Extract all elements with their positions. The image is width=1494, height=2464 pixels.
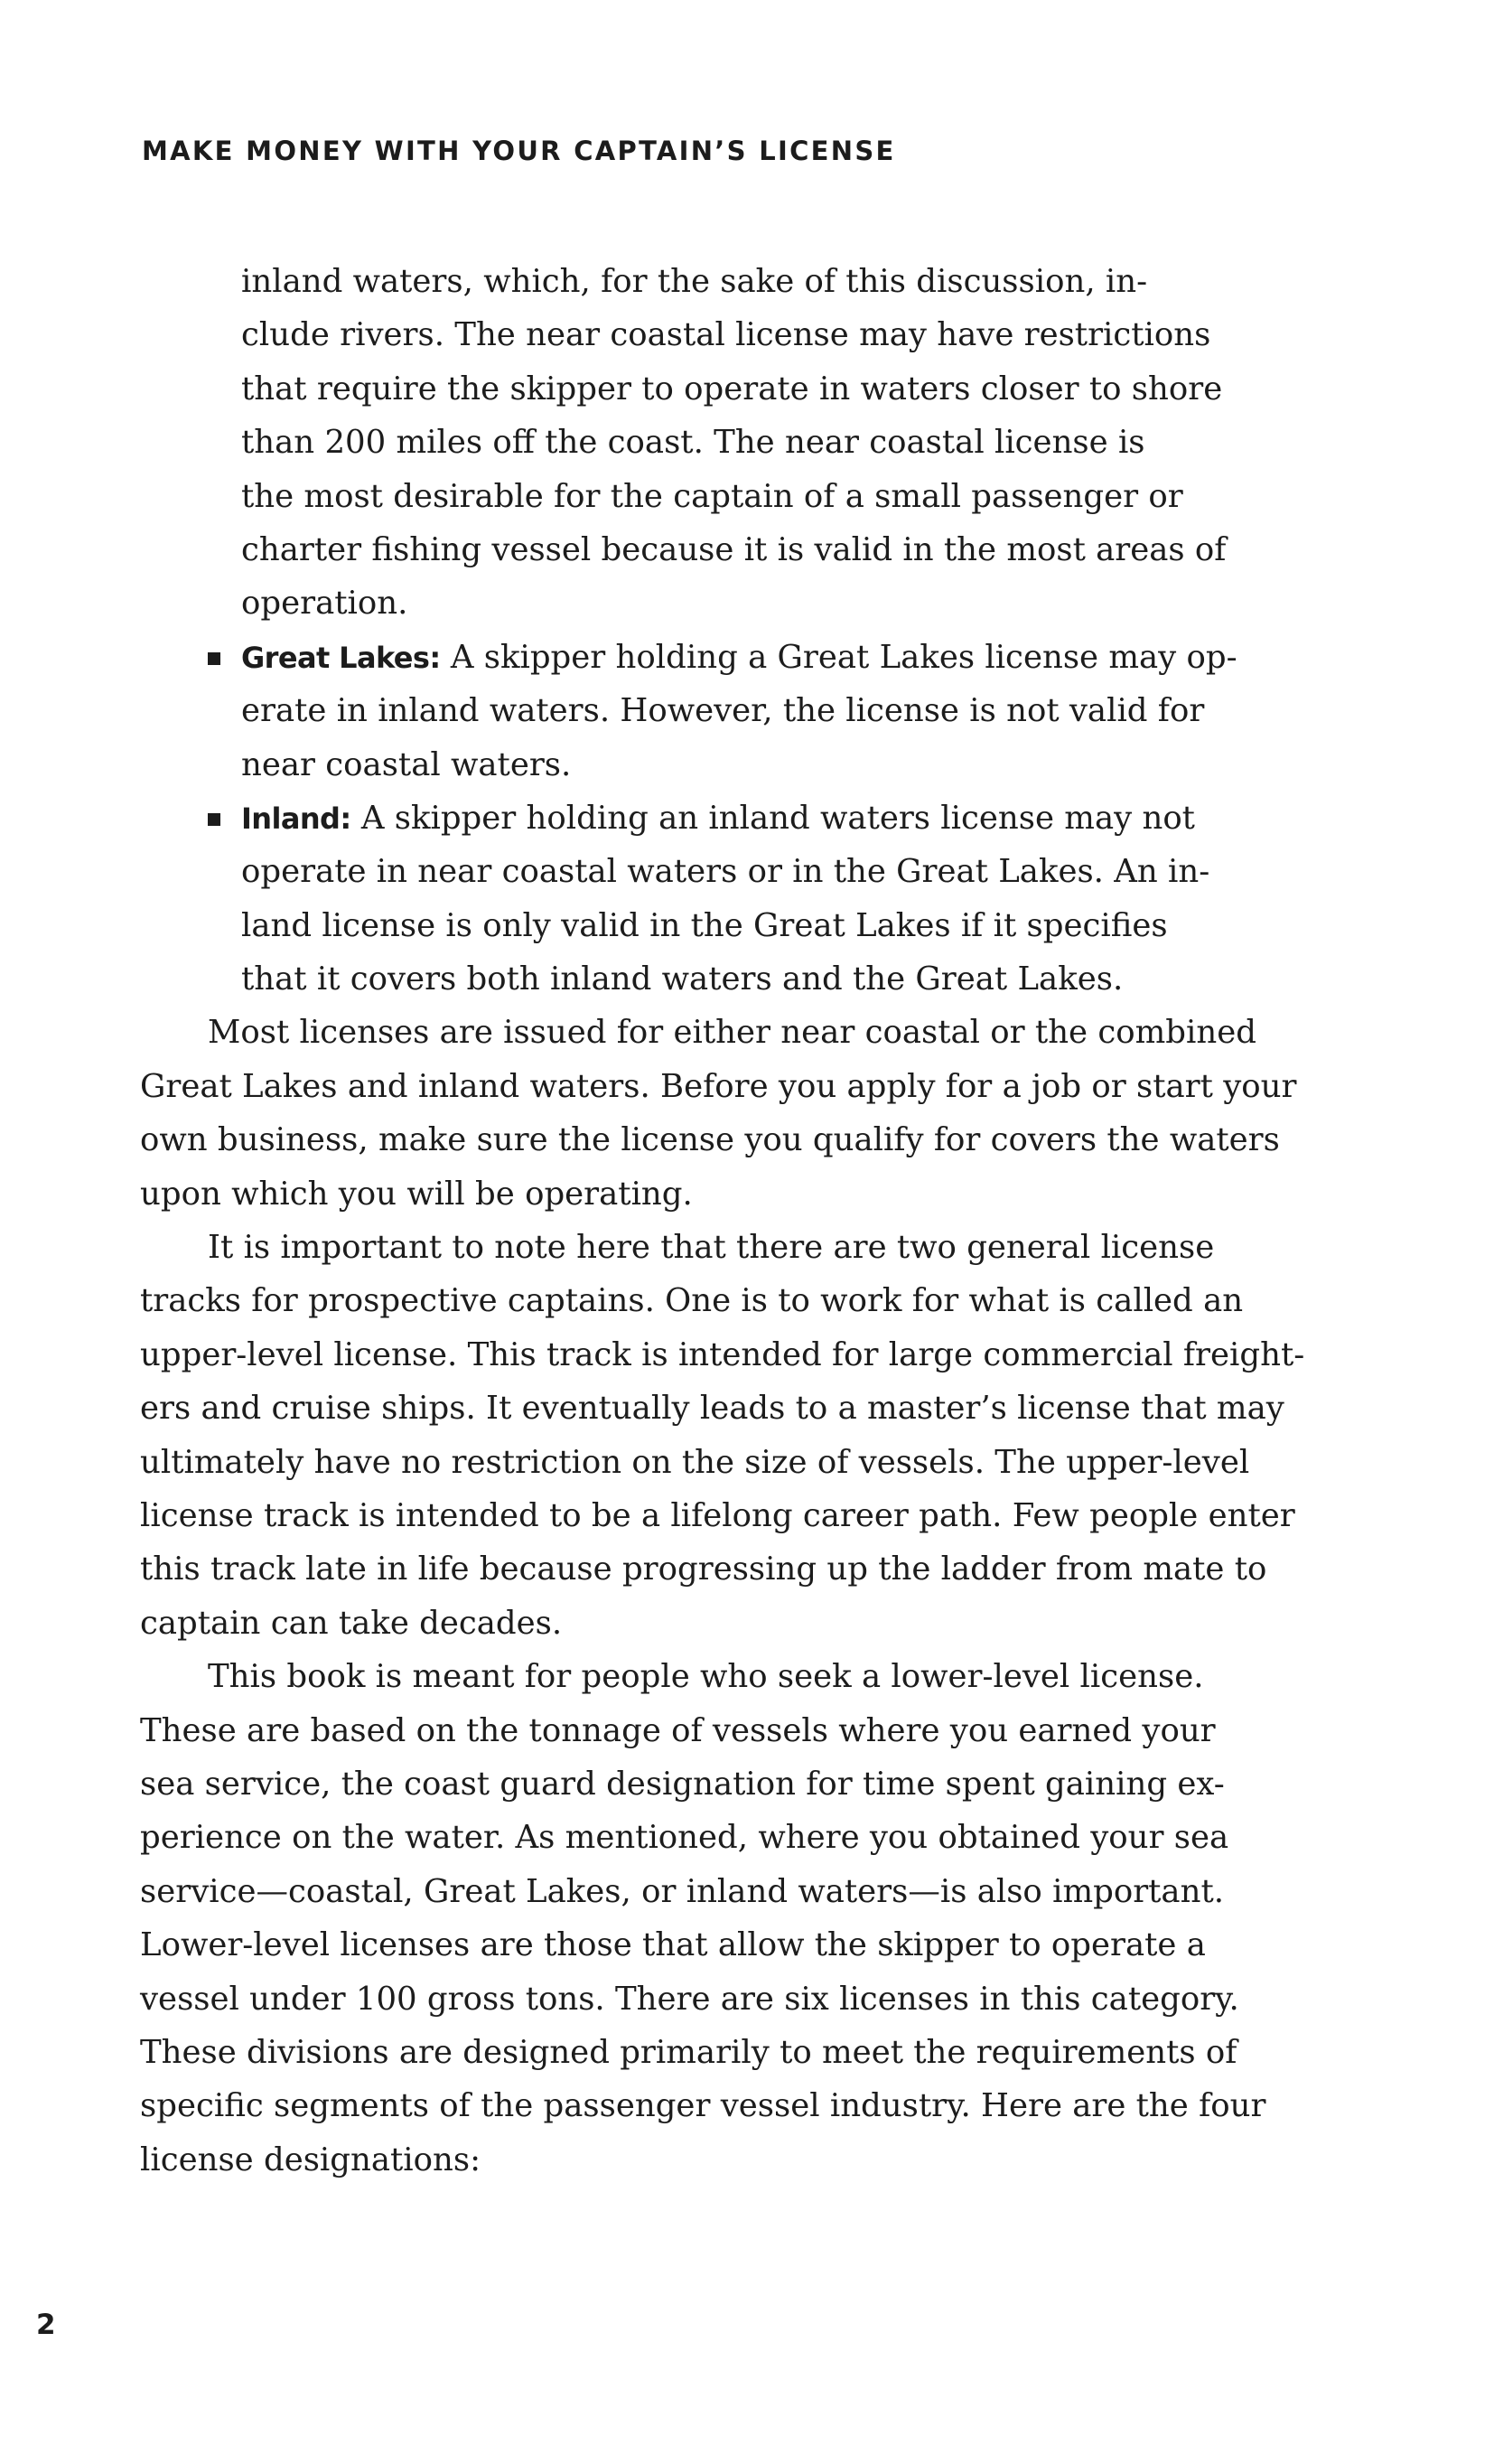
text-line: These are based on the tonnage of vessels where you earned your (140, 1711, 1216, 1749)
text-line: This book is meant for people who seek a lower-level license. (208, 1658, 1204, 1696)
text-line: this track late in life because progressing up the ladder from mate to (140, 1551, 1267, 1588)
body-text (140, 255, 1387, 2187)
page-number: 2 (36, 2309, 56, 2341)
text-line: near coastal waters. (241, 745, 572, 783)
text-line: operation. (241, 585, 408, 623)
text-line: Most licenses are issued for either near coastal or the combined (208, 1014, 1256, 1052)
text-line: Lower-level licenses are those that allow the skipper to operate a (140, 1926, 1206, 1964)
text-line: Great Lakes and inland waters. Before you apply for a job or start your (140, 1067, 1297, 1105)
bullet-item-great-lakes (140, 631, 1387, 684)
text-line: own business, make sure the license you qualify for covers the waters (140, 1121, 1280, 1159)
text-line: clude rivers. The near coastal license may have restrictions (241, 316, 1211, 354)
running-head: MAKE MONEY WITH YOUR CAPTAIN’S LICENSE (142, 136, 896, 166)
text-line: charter fishing vessel because it is valid in the most areas of (241, 530, 1227, 568)
text-line: erate in inland waters. However, the license is not valid for (241, 692, 1205, 730)
square-bullet-icon (208, 652, 220, 665)
text-line: inland waters, which, for the sake of this discussion, in- (241, 263, 1148, 300)
bullet-term: Great Lakes: (241, 640, 441, 675)
text-line: license designations: (140, 2141, 481, 2178)
text-line: than 200 miles off the coast. The near coastal license is (241, 424, 1145, 462)
bullet-text: A skipper holding an inland waters license may not (350, 799, 1195, 837)
text-line: sea service, the coast guard designation for time spent gaining ex- (140, 1765, 1225, 1803)
text-line: tracks for prospective captains. One is to work for what is called an (140, 1282, 1244, 1320)
text-line: upon which you will be operating. (140, 1175, 693, 1213)
text-line: These divisions are designed primarily to meet the requirements of (140, 2033, 1237, 2071)
text-line: It is important to note here that there are two general license (208, 1229, 1215, 1267)
text-line: the most desirable for the captain of a small passenger or (241, 477, 1183, 515)
text-line: land license is only valid in the Great Lakes if it specifies (241, 906, 1168, 944)
text-line: upper-level license. This track is intended for large commercial freight- (140, 1335, 1305, 1373)
text-line: captain can take decades. (140, 1604, 563, 1642)
text-line: vessel under 100 gross tons. There are six licenses in this category. (140, 1980, 1239, 2018)
bullet-term: Inland: (241, 801, 351, 836)
bullet-item-inland (140, 792, 1387, 845)
text-line: ers and cruise ships. It eventually leads to a master’s license that may (140, 1390, 1284, 1428)
text-line: specific segments of the passenger vessel industry. Here are the four (140, 2087, 1266, 2125)
text-line: license track is intended to be a lifelong career path. Few people enter (140, 1496, 1295, 1534)
text-line: that it covers both inland waters and the Great Lakes. (241, 960, 1124, 998)
text-line: operate in near coastal waters or in the Great Lakes. An in- (241, 853, 1210, 891)
text-line: that require the skipper to operate in waters closer to shore (241, 370, 1223, 408)
bullet-text: A skipper holding a Great Lakes license may op- (440, 638, 1237, 676)
text-line: ultimately have no restriction on the size of vessels. The upper-level (140, 1443, 1250, 1481)
text-line: perience on the water. As mentioned, where you obtained your sea (140, 1819, 1229, 1857)
square-bullet-icon (208, 813, 220, 826)
text-line: service—coastal, Great Lakes, or inland waters—is also important. (140, 1872, 1225, 1910)
